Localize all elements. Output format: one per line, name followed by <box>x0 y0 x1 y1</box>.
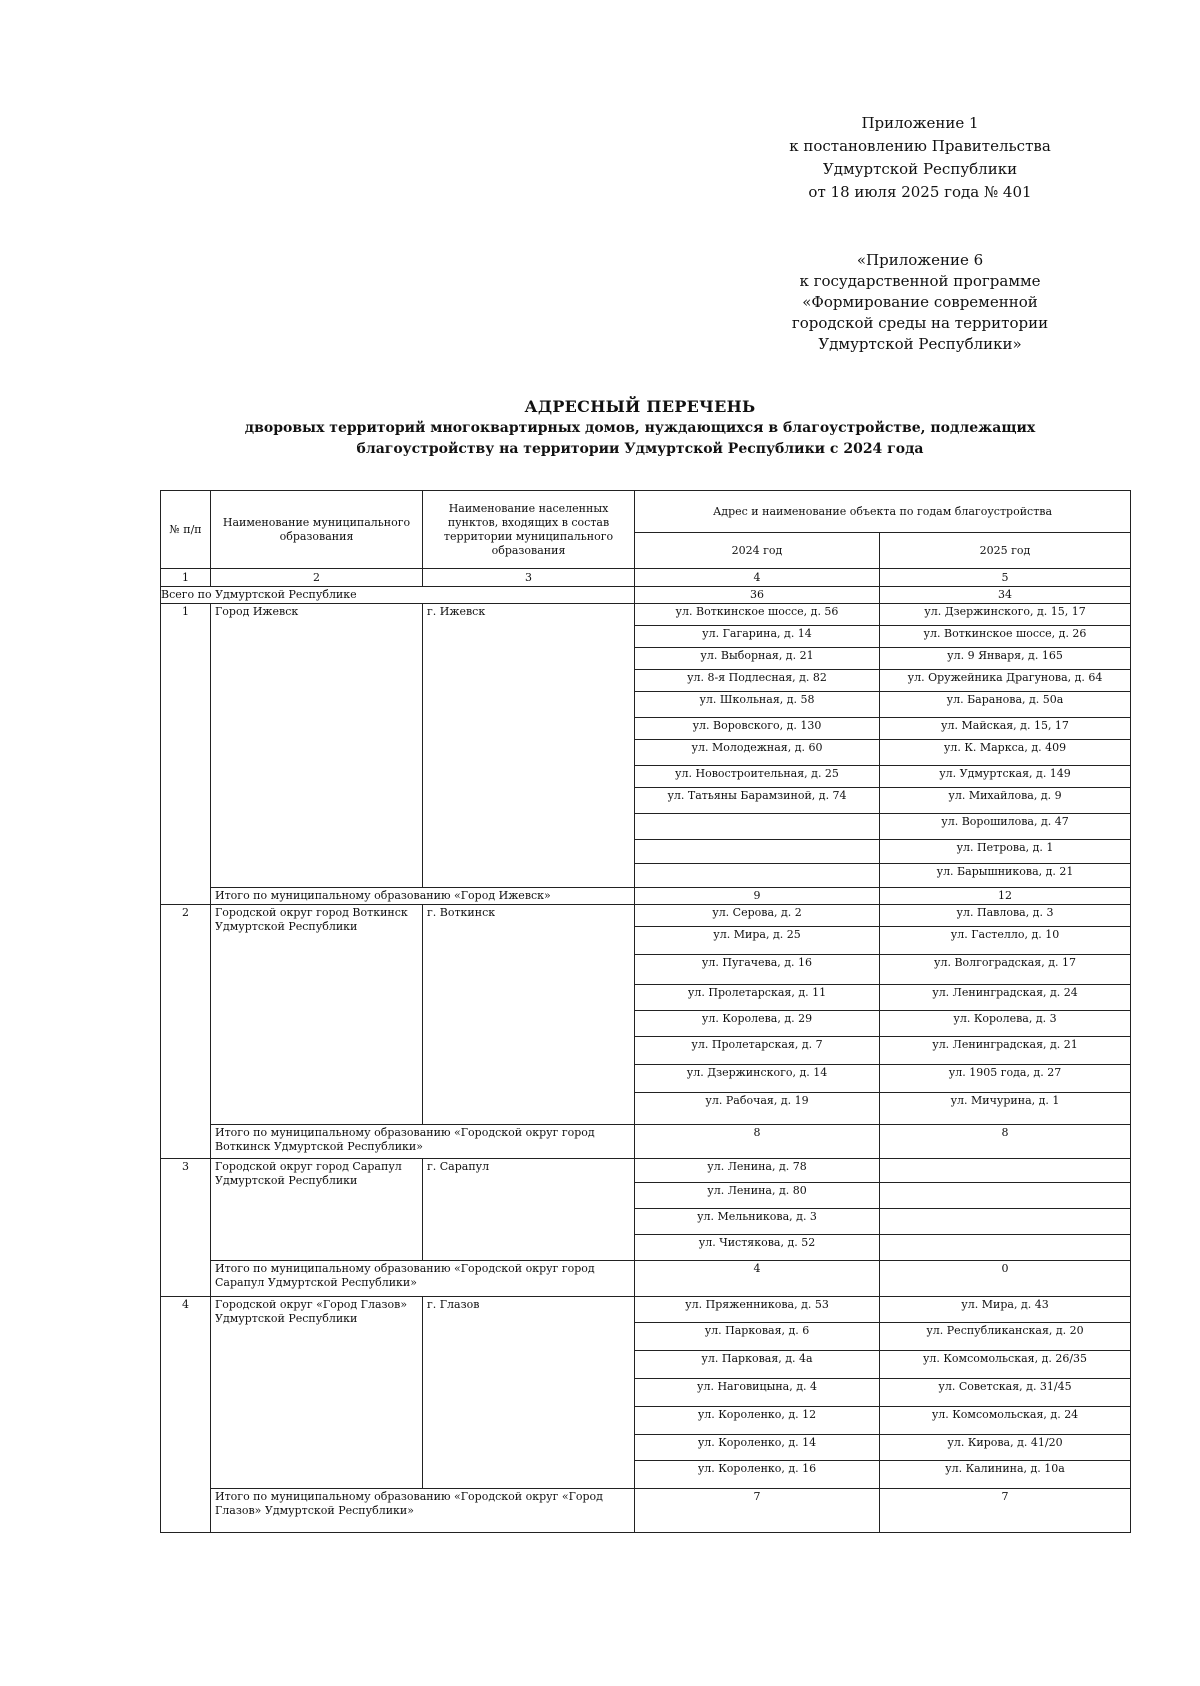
settlement-name: г. Воткинск <box>423 905 635 1125</box>
address-2024: ул. Пугачева, д. 16 <box>635 955 880 985</box>
address-2024: ул. Воровского, д. 130 <box>635 718 880 740</box>
total-row <box>161 587 1131 604</box>
subtotal-2024: 9 <box>635 888 880 905</box>
address-2024: ул. Молодежная, д. 60 <box>635 740 880 766</box>
address-table <box>160 490 1131 1533</box>
header-num: № п/п <box>161 491 211 569</box>
total-label: Всего по Удмуртской Республике <box>161 587 635 604</box>
subtotal-2025: 8 <box>880 1125 1131 1159</box>
title-heading: АДРЕСНЫЙ ПЕРЕЧЕНЬ <box>524 397 756 416</box>
subtotal-2024: 8 <box>635 1125 880 1159</box>
address-2025: ул. Кирова, д. 41/20 <box>880 1435 1131 1461</box>
municipality-name: Городской округ «Город Глазов» Удмуртской Республики <box>211 1297 423 1489</box>
subtotal-row <box>161 1489 1131 1533</box>
address-2025: ул. Комсомольская, д. 26/35 <box>880 1351 1131 1379</box>
municipality-name: Городской округ город Сарапул Удмуртской Республики <box>211 1159 423 1261</box>
address-2025 <box>880 1183 1131 1209</box>
settlement-name: г. Глазов <box>423 1297 635 1489</box>
address-2025: ул. К. Маркса, д. 409 <box>880 740 1131 766</box>
total-2025: 34 <box>880 587 1131 604</box>
header-municipality: Наименование муниципального образования <box>211 491 423 569</box>
col-number: 1 <box>161 569 211 587</box>
table-row <box>161 1297 1131 1323</box>
address-2025: ул. Баранова, д. 50а <box>880 692 1131 718</box>
address-2024: ул. Парковая, д. 4а <box>635 1351 880 1379</box>
address-2025: ул. Советская, д. 31/45 <box>880 1379 1131 1407</box>
address-2024: ул. Ленина, д. 80 <box>635 1183 880 1209</box>
address-2025: ул. Дзержинского, д. 15, 17 <box>880 604 1131 626</box>
address-2024 <box>635 814 880 840</box>
col-number: 3 <box>423 569 635 587</box>
subtotal-label: Итого по муниципальному образованию «Городской округ город Воткинск Удмуртской Республики» <box>211 1125 635 1159</box>
address-2025: ул. Михайлова, д. 9 <box>880 788 1131 814</box>
address-2025: ул. Оружейника Драгунова, д. 64 <box>880 670 1131 692</box>
address-2024: ул. Королева, д. 29 <box>635 1011 880 1037</box>
address-2024: ул. Мира, д. 25 <box>635 927 880 955</box>
subtotal-2024: 4 <box>635 1261 880 1297</box>
address-2025 <box>880 1209 1131 1235</box>
table-row <box>161 905 1131 927</box>
address-2025 <box>880 1159 1131 1183</box>
program-appendix-line: «Формирование современной <box>802 293 1038 311</box>
subtotal-label: Итого по муниципальному образованию «Городской округ город Сарапул Удмуртской Республики» <box>211 1261 635 1297</box>
address-2025: ул. Республиканская, д. 20 <box>880 1323 1131 1351</box>
address-2025: ул. Павлова, д. 3 <box>880 905 1131 927</box>
program-appendix-line: к государственной программе <box>799 272 1041 290</box>
appendix-line: Приложение 1 <box>861 114 979 132</box>
address-2025: ул. 1905 года, д. 27 <box>880 1065 1131 1093</box>
title-subtitle-line1: дворовых территорий многоквартирных домов, нуждающихся в благоустройстве, подлежащих <box>244 420 1036 436</box>
document-title <box>150 396 1130 460</box>
subtotal-label: Итого по муниципальному образованию «Город Ижевск» <box>211 888 635 905</box>
address-2024: ул. Серова, д. 2 <box>635 905 880 927</box>
address-2025: ул. 9 Января, д. 165 <box>880 648 1131 670</box>
address-2025: ул. Майская, д. 15, 17 <box>880 718 1131 740</box>
address-2025: ул. Воткинское шоссе, д. 26 <box>880 626 1131 648</box>
address-2024: ул. Школьная, д. 58 <box>635 692 880 718</box>
subtotal-row <box>161 888 1131 905</box>
address-2024: ул. Ленина, д. 78 <box>635 1159 880 1183</box>
appendix-line: к постановлению Правительства <box>789 137 1051 155</box>
settlement-name: г. Сарапул <box>423 1159 635 1261</box>
program-appendix-line: городской среды на территории <box>791 314 1049 332</box>
header-address-group: Адрес и наименование объекта по годам благоустройства <box>635 491 1131 533</box>
address-2024: ул. Выборная, д. 21 <box>635 648 880 670</box>
subtotal-row <box>161 1261 1131 1297</box>
appendix-header <box>770 112 1070 204</box>
address-2025: ул. Ленинградская, д. 24 <box>880 985 1131 1011</box>
subtotal-2024: 7 <box>635 1489 880 1533</box>
settlement-name: г. Ижевск <box>423 604 635 888</box>
municipality-name: Город Ижевск <box>211 604 423 888</box>
address-2025: ул. Барышникова, д. 21 <box>880 864 1131 888</box>
program-appendix-line: «Приложение 6 <box>856 251 984 269</box>
address-2024: ул. Короленко, д. 12 <box>635 1407 880 1435</box>
header-year-2024: 2024 год <box>635 533 880 569</box>
appendix-line: Удмуртской Республики <box>822 160 1018 178</box>
address-2024: ул. 8-я Подлесная, д. 82 <box>635 670 880 692</box>
address-2024: ул. Чистякова, д. 52 <box>635 1235 880 1261</box>
program-appendix-header <box>770 250 1070 355</box>
address-2025: ул. Волгоградская, д. 17 <box>880 955 1131 985</box>
address-2025: ул. Королева, д. 3 <box>880 1011 1131 1037</box>
address-2024: ул. Татьяны Барамзиной, д. 74 <box>635 788 880 814</box>
appendix-line: от 18 июля 2025 года № 401 <box>808 183 1032 201</box>
subtotal-label: Итого по муниципальному образованию «Городской округ «Город Глазов» Удмуртской Республики» <box>211 1489 635 1533</box>
subtotal-row <box>161 1125 1131 1159</box>
address-2024: ул. Воткинское шоссе, д. 56 <box>635 604 880 626</box>
col-number: 5 <box>880 569 1131 587</box>
address-2024: ул. Короленко, д. 14 <box>635 1435 880 1461</box>
address-2025 <box>880 1235 1131 1261</box>
address-2025: ул. Удмуртская, д. 149 <box>880 766 1131 788</box>
total-2024: 36 <box>635 587 880 604</box>
subtotal-2025: 0 <box>880 1261 1131 1297</box>
address-2024: ул. Пролетарская, д. 11 <box>635 985 880 1011</box>
address-2024: ул. Мельникова, д. 3 <box>635 1209 880 1235</box>
address-2025: ул. Калинина, д. 10а <box>880 1461 1131 1489</box>
address-2024: ул. Гагарина, д. 14 <box>635 626 880 648</box>
address-2024: ул. Пролетарская, д. 7 <box>635 1037 880 1065</box>
subtotal-2025: 12 <box>880 888 1131 905</box>
address-2025: ул. Петрова, д. 1 <box>880 840 1131 864</box>
address-2024: ул. Наговицына, д. 4 <box>635 1379 880 1407</box>
title-subtitle-line2: благоустройству на территории Удмуртской Республики с 2024 года <box>356 441 924 457</box>
col-number: 2 <box>211 569 423 587</box>
program-appendix-line: Удмуртской Республики» <box>818 335 1022 353</box>
address-2024 <box>635 840 880 864</box>
address-2025: ул. Комсомольская, д. 24 <box>880 1407 1131 1435</box>
table-row <box>161 1159 1131 1183</box>
address-2025: ул. Ленинградская, д. 21 <box>880 1037 1131 1065</box>
row-number: 4 <box>161 1297 211 1533</box>
address-2024: ул. Пряженникова, д. 53 <box>635 1297 880 1323</box>
municipality-name: Городской округ город Воткинск Удмуртской Республики <box>211 905 423 1125</box>
address-2024: ул. Парковая, д. 6 <box>635 1323 880 1351</box>
header-settlements: Наименование населенных пунктов, входящих в состав территории муниципального образования <box>423 491 635 569</box>
table-body <box>161 587 1131 1533</box>
col-number: 4 <box>635 569 880 587</box>
address-2024: ул. Новостроительная, д. 25 <box>635 766 880 788</box>
address-2024: ул. Короленко, д. 16 <box>635 1461 880 1489</box>
row-number: 3 <box>161 1159 211 1297</box>
address-2024 <box>635 864 880 888</box>
subtotal-2025: 7 <box>880 1489 1131 1533</box>
address-2024: ул. Дзержинского, д. 14 <box>635 1065 880 1093</box>
address-2025: ул. Мичурина, д. 1 <box>880 1093 1131 1125</box>
address-2024: ул. Рабочая, д. 19 <box>635 1093 880 1125</box>
row-number: 2 <box>161 905 211 1159</box>
row-number: 1 <box>161 604 211 905</box>
table-row <box>161 604 1131 626</box>
header-year-2025: 2025 год <box>880 533 1131 569</box>
address-2025: ул. Гастелло, д. 10 <box>880 927 1131 955</box>
address-2025: ул. Мира, д. 43 <box>880 1297 1131 1323</box>
address-2025: ул. Ворошилова, д. 47 <box>880 814 1131 840</box>
